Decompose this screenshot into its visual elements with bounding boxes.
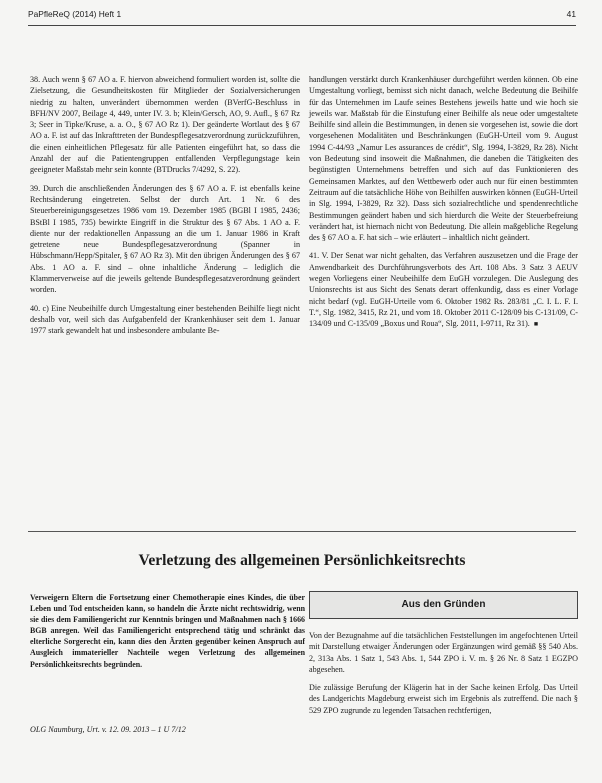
section-title: Verletzung des allgemeinen Persönlichkeitsrechts	[138, 552, 466, 569]
reasons-paragraph-1: Von der Bezugnahme auf die tatsächlichen Feststellungen im angefochtenen Urteil mit Darstellung etwaiger Änderungen oder Ergänzungen wird gemäß §§ 540 Abs. 2, 313a Abs. 1 Satz 1, 543 Abs. 1, 544 ZPO i. V. m. § 26 Nr. 8 Satz 1 EGZPO abgesehen.	[309, 631, 578, 674]
journal-reference: PaPfleReQ (2014) Heft 1	[28, 9, 122, 19]
left-column	[30, 74, 300, 344]
end-mark: ■	[533, 320, 539, 329]
section-divider	[28, 531, 576, 532]
court-citation: OLG Naumburg, Urt. v. 12. 09. 2013 – 1 U 7/12	[30, 725, 186, 734]
running-header	[28, 9, 576, 23]
reasons-text	[309, 630, 578, 723]
reasons-heading-box	[309, 591, 578, 619]
header-rule	[28, 25, 576, 26]
paragraph-38: 38. Auch wenn § 67 AO a. F. hiervon abweichend formuliert worden ist, sollte die Zielsetzung, die Gesundheitskosten für Mitglieder der Sozialversicherungen niedrig zu halten, unverändert übernommen werden (BVerfG-Beschluss in BFH/NV 2007, Beilage 4, 449, unter IV. 3. b; Klein/Gersch, AO, 9. Aufl., § 67 Rz 3; Seer in Tipke/Kruse, a. a. O., § 67 AO Rz 1). Der geänderte Wortlaut des § 67 AO a. F. ist auf das Inkrafttreten der Bundespflegesatzverordnung zurückzuführen, die einen einheitlichen Pflegesatz für alle Patienten eingeführt hat, so dass die Anzahl der auf die Patientengruppen entfallenden Verpflegungstage kein geeigneter Maßstab mehr sein konnte (BTDrucks 7/4292, S. 22).	[30, 75, 300, 175]
page-number: 41	[566, 9, 576, 19]
guiding-principle: Verweigern Eltern die Fortsetzung einer Chemotherapie eines Kindes, die über Leben und Tod entscheiden kann, so handeln die Ärzte nicht rechtswidrig, wenn sie dies dem Familiengericht zur Kenntnis bringen und Maßnahmen nach § 1666 BGB anregen. Weil das Familiengericht entsprechend tätig und schränkt das elterliche Sorgerecht ein, kann dies den Ärzten gegenüber keinen Anspruch auf Ausgleich immaterieller Nachteile wegen Verletzung des allgemeinen Persönlichkeitsrechts begründen.	[30, 593, 305, 669]
reasons-paragraph-2: Die zulässige Berufung der Klägerin hat in der Sache keinen Erfolg. Das Urteil des Landgerichts Magdeburg erweist sich im Ergebnis als zutreffend. Die nach § 529 ZPO zugrunde zu legenden Tatsachen rechtfertigen,	[309, 683, 578, 715]
paragraph-41	[309, 250, 578, 330]
reasons-heading: Aus den Gründen	[401, 599, 486, 610]
paragraph-40: 40. c) Eine Neubeihilfe durch Umgestaltung einer bestehenden Beihilfe liegt nicht deshalb vor, weil sich das Aufgabenfeld der Krankenhäuser seit dem 1. Januar 1977 stark gewandelt hat und insbesondere ambulante Be-	[30, 303, 300, 336]
paragraph-40-continued: handlungen verstärkt durch Krankenhäuser durchgeführt werden können. Ob eine Umgestaltung vorliegt, bemisst sich nicht danach, welche Bedeutung die Beihilfe für das Unternehmen im Laufe seines Bestehens jeweils hatte und wie hoch sie jeweils war. Maßstab für die Einstufung einer Beihilfe als neue oder umgestaltete Beihilfe sind allein die Bestimmungen, in denen sie vorgesehen ist, sowie die dort vorgesehenen Modalitäten und Beschränkungen (EuGH-Urteil vom 9. August 1994 C-44/93 „Namur Les assurances de crédit“, Slg. 1994, I-3829, Rz 28). Nicht von Bedeutung sind insoweit die Maßnahmen, die daneben die Tätigkeiten des begünstigten Unternehmens betreffen und sich auf das Funktionieren des Gemeinsamen Marktes, auf den Wettbewerb oder auch nur für einen bestimmten Zeitraum auf die tatsächliche Höhe von Beihilfen auswirken können (EuGH-Urteil in Slg. 1994, I-3829, Rz 32). Dass sich sozialrechtliche und spendenrechtliche Bestimmungen geändert haben und sich hierdurch die Weite der Steuerbefreiung verändert hat, ist hiernach nicht von Bedeutung. Die allein maßgebliche Regelung des § 67 AO a. F. hat sich – wie erläutert – inhaltlich nicht geändert.	[309, 75, 578, 243]
paragraph-39: 39. Durch die anschließenden Änderungen des § 67 AO a. F. ist ebenfalls keine Rechtsänderung eingetreten. Selbst der durch Art. 1 Nr. 6 des Steuerbereinigungsgesetzes 1986 vom 19. Dezember 1985 (BGBl I 1985, 2436; BStBl I 1985, 735) bewirkte Eingriff in die Struktur des § 67 Abs. 1 AO a. F. diente nur der redaktionellen Anpassung an die um 1. Januar 1986 in Kraft getretene neue Bundespflegesatzverordnung (Spanner in Hübschmann/Hepp/Spitaler, § 67 AO Rz 3). Mit den übrigen Änderungen des § 67 Abs. 1 AO a. F. sind – ohne inhaltliche Änderung – lediglich die Klammerverweise auf die jeweils geltende Bundespflegesatzverordnung geändert worden.	[30, 183, 300, 295]
right-column	[309, 74, 578, 338]
paragraph-41-text: 41. V. Der Senat war nicht gehalten, das Verfahren auszusetzen und die Frage der Anwendbarkeit des Durchführungsverbots des Art. 108 Abs. 3 Satz 3 AEUV wegen Vorliegens einer Neubeihilfe dem EuGH vorzulegen. Die Auslegung des Unionsrechts ist aus Sicht des Senats derart offenkundig, dass es einer Vorlage nicht bedarf (vgl. EuGH-Urteile vom 6. Oktober 1982 Rs. 283/81 „C. I. L. F. I. T.“, Slg. 1982, 3415, Rz 21, und vom 18. Oktober 2011 C-128/09 bis C-131/09, C-134/09 und C-135/09 „Boxus und Roua“, Slg. 2011, I-9711, Rz 31).	[309, 251, 578, 329]
